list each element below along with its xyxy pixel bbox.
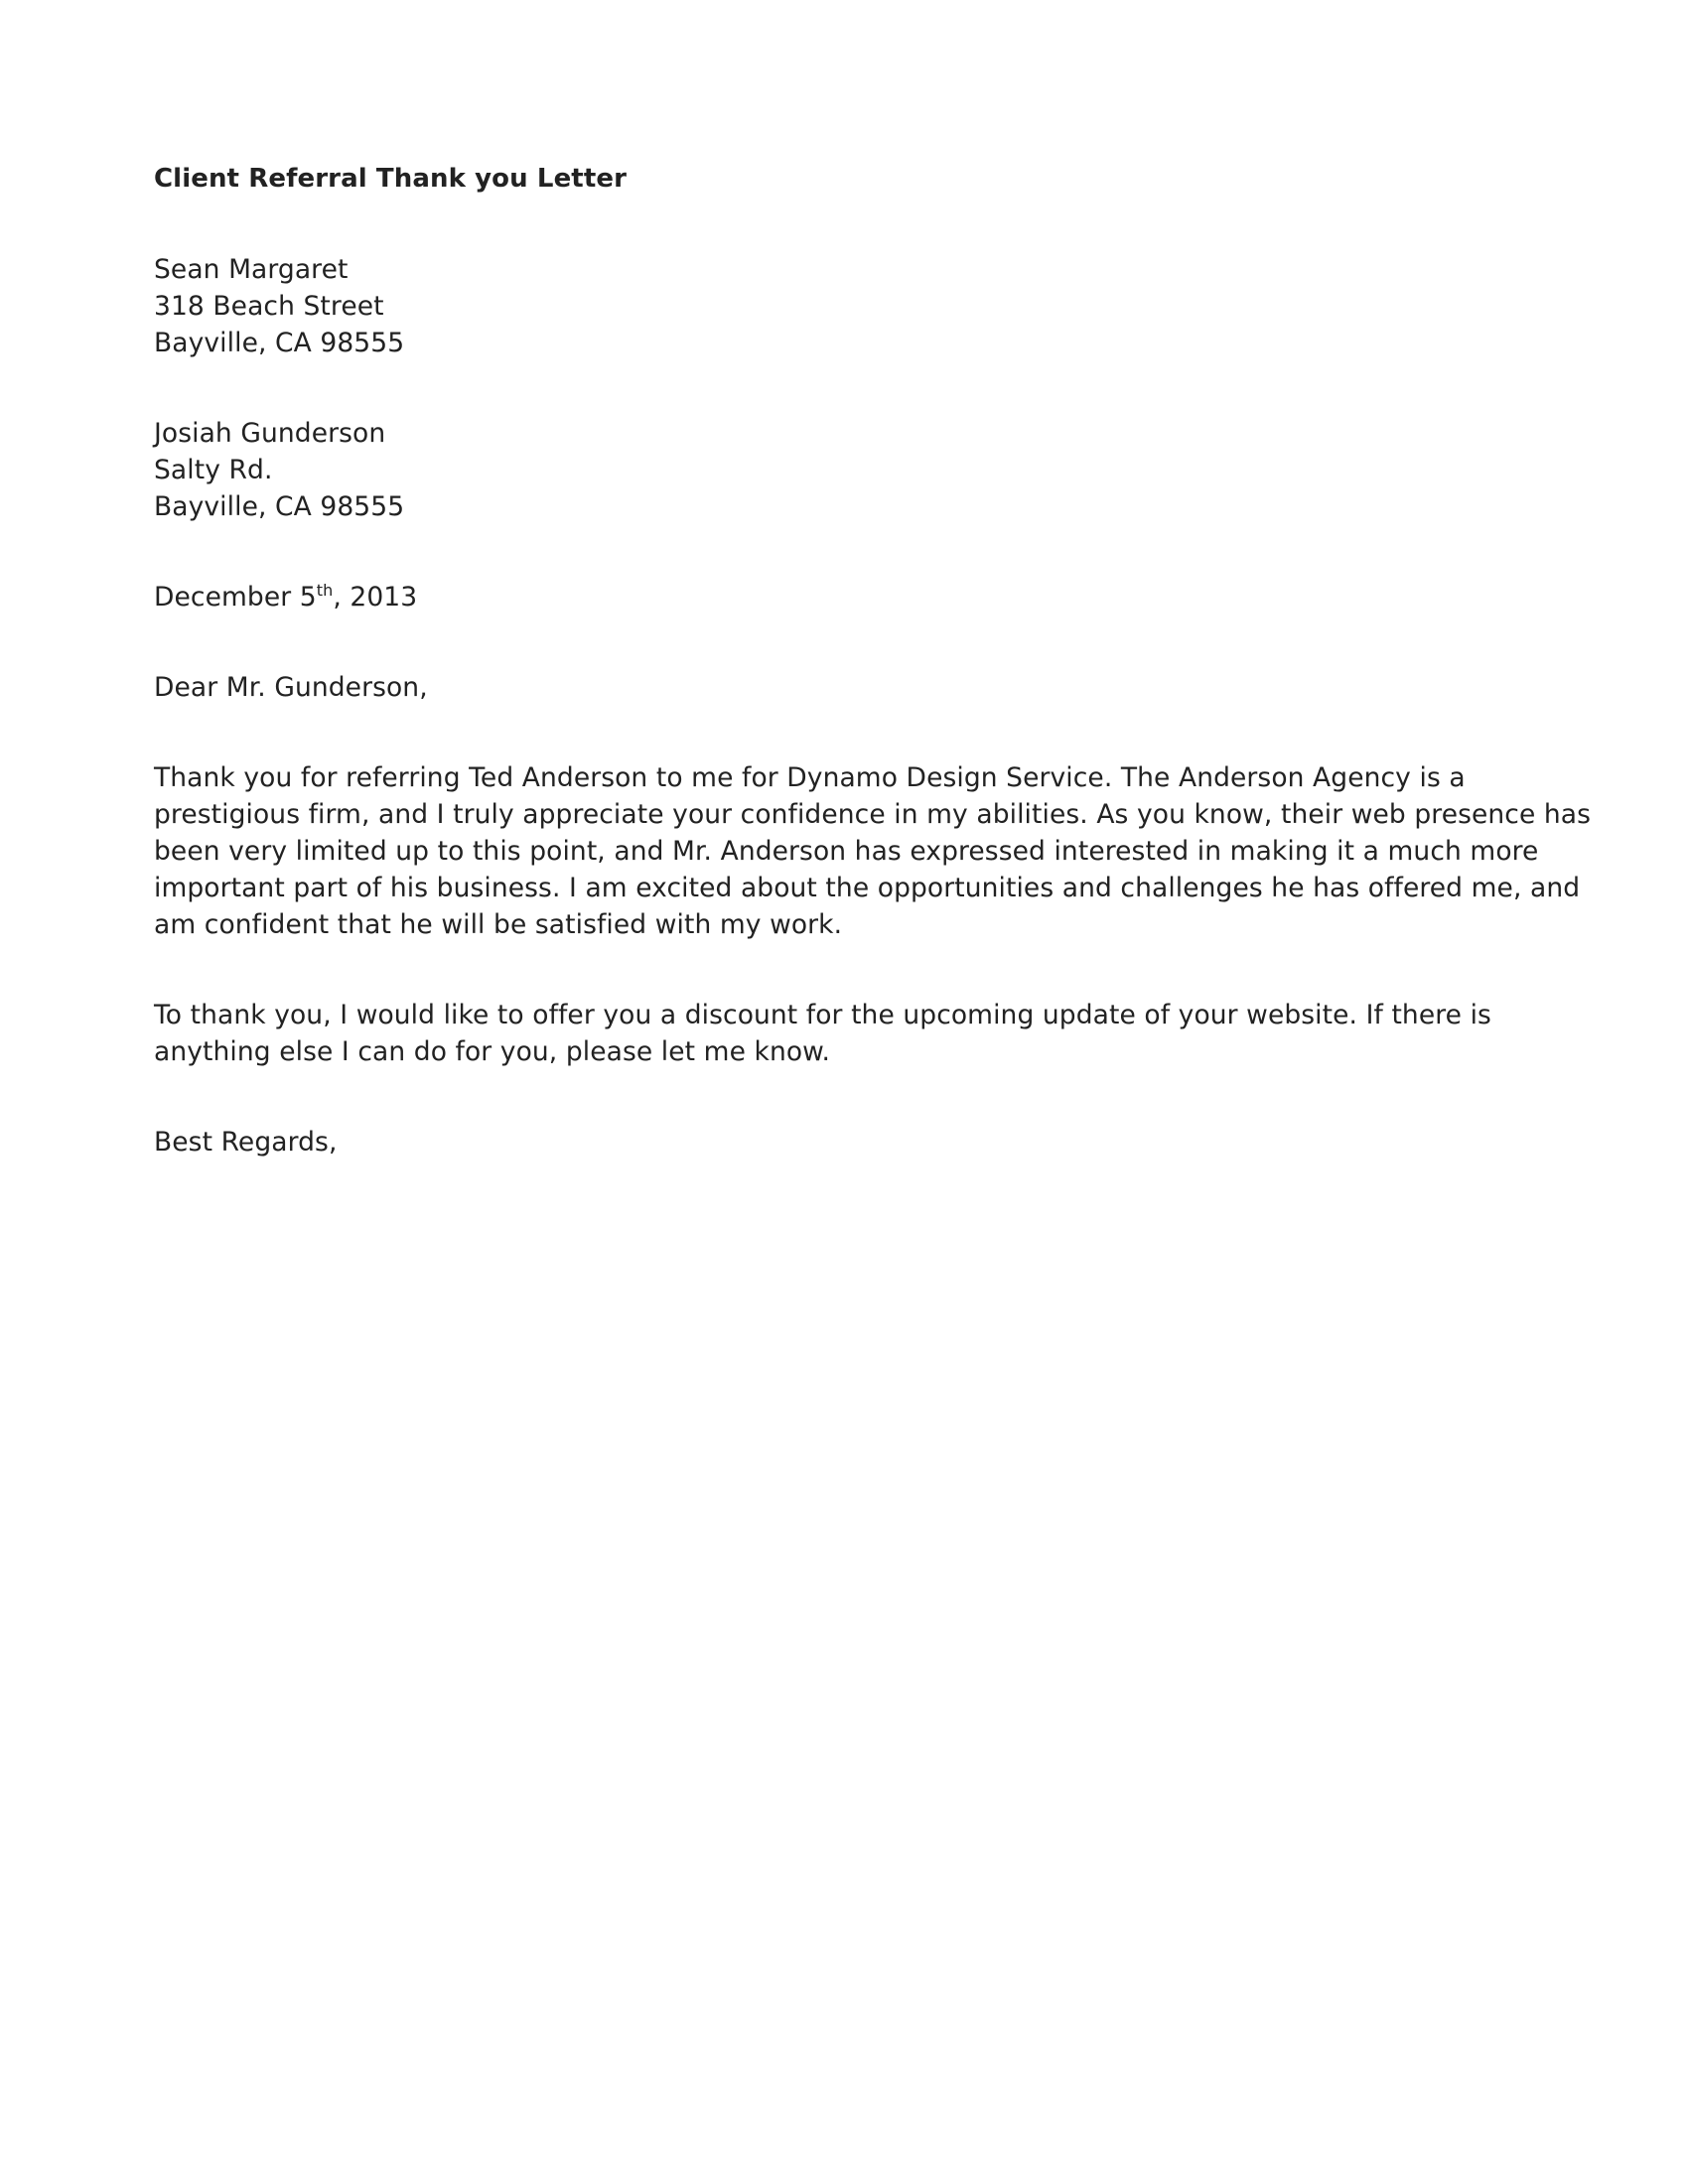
letter-title: Client Referral Thank you Letter xyxy=(154,164,628,194)
salutation: Dear Mr. Gunderson, xyxy=(154,672,428,703)
date-year: , 2013 xyxy=(333,582,418,613)
sender-street: 318 Beach Street xyxy=(154,291,384,322)
recipient-street: Salty Rd. xyxy=(154,455,273,485)
paragraph-line: am confident that he will be satisfied with my work. xyxy=(154,909,843,940)
paragraph-line: anything else I can do for you, please let me know. xyxy=(154,1036,831,1067)
sender-name: Sean Margaret xyxy=(154,254,349,285)
paragraph-line: Thank you for referring Ted Anderson to me for Dynamo Design Service. The Anderson Agency is a xyxy=(154,762,1466,793)
sender-address xyxy=(154,251,1544,361)
sender-city: Bayville, CA 98555 xyxy=(154,328,405,358)
letter-date xyxy=(154,579,1544,615)
paragraph-line: been very limited up to this point, and Mr. Anderson has expressed interested in making it a much more xyxy=(154,836,1539,867)
date-prefix: December 5 xyxy=(154,582,317,613)
paragraph-1 xyxy=(154,759,1592,943)
recipient-address xyxy=(154,415,1544,525)
closing: Best Regards, xyxy=(154,1127,338,1158)
paragraph-line: important part of his business. I am excited about the opportunities and challenges he has offered me, and xyxy=(154,873,1581,903)
letter-body xyxy=(154,161,1592,1214)
paragraph-line: prestigious firm, and I truly appreciate your confidence in my abilities. As you know, their web presence has xyxy=(154,799,1592,830)
recipient-name: Josiah Gunderson xyxy=(154,418,386,449)
paragraph-line: To thank you, I would like to offer you a discount for the upcoming update of your website. If there is xyxy=(154,1000,1491,1030)
recipient-city: Bayville, CA 98555 xyxy=(154,491,405,522)
date-ordinal-suffix: th xyxy=(316,581,334,601)
paragraph-2 xyxy=(154,997,1544,1070)
